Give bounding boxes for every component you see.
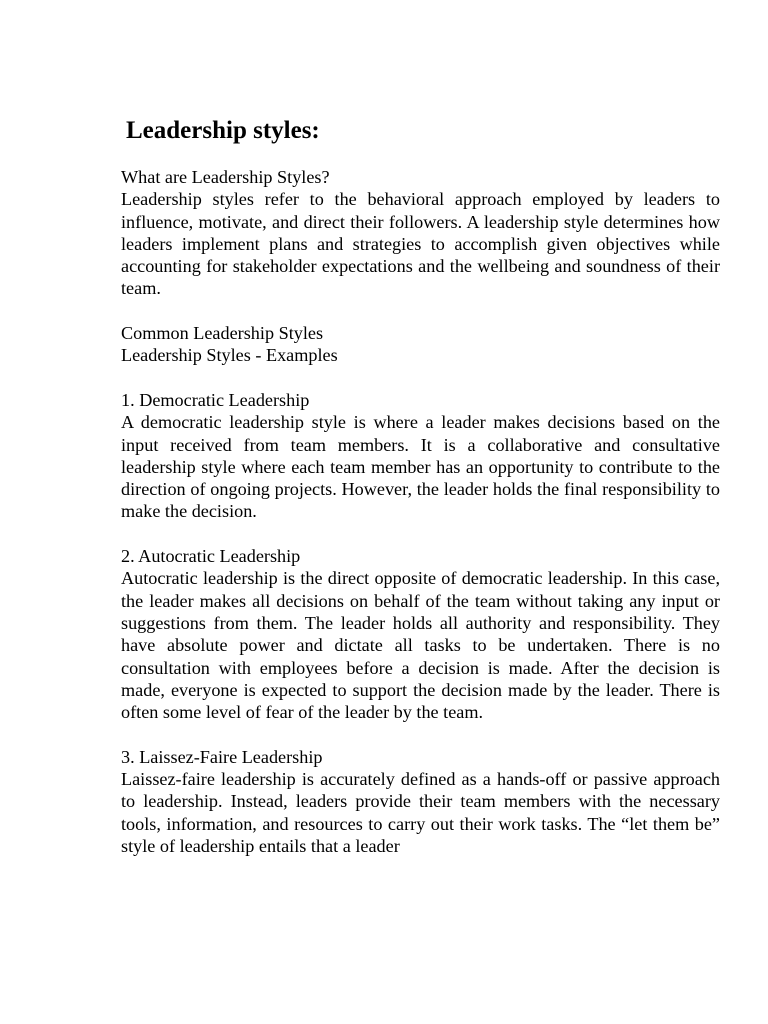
- paragraph-spacer: [121, 367, 720, 389]
- intro-heading: What are Leadership Styles?: [121, 167, 330, 187]
- paragraph-spacer: [121, 523, 720, 545]
- common-styles-heading: Common Leadership Styles: [121, 323, 324, 344]
- intro-paragraph: Leadership styles refer to the behavioral approach employed by leaders to influence, motivate, and direct their followers. A leadership style determines how leaders implement plans and strategies to accomplish given objectives while accounting for stakeholder expectations and the wellbeing and soundness of their team.: [121, 189, 720, 299]
- section-paragraph-autocratic: Autocratic leadership is the direct opposite of democratic leadership. In this case, the leader makes all decisions on behalf of the team without taking any input or suggestions from them. The leader holds all authority and responsibility. They have absolute power and dictate all tasks to be undertaken. There is no consultation with employees before a decision is made. After the decision is made, everyone is expected to support the decision made by the leader. There is often some level of fear of the leader by the team.: [121, 568, 720, 723]
- document-body: [121, 166, 720, 857]
- section-heading-democratic: 1. Democratic Leadership: [121, 389, 310, 410]
- document-title: Leadership styles:: [126, 117, 320, 144]
- paragraph-spacer: [121, 723, 720, 745]
- examples-heading: Leadership Styles - Examples: [121, 345, 338, 366]
- section-heading-autocratic: 2. Autocratic Leadership: [121, 546, 301, 567]
- document-page: [121, 113, 720, 857]
- section-paragraph-democratic: A democratic leadership style is where a leader makes decisions based on the input received from team members. It is a collaborative and consultative leadership style where each team member has an opportunity to contribute to the direction of ongoing projects. However, the leader holds the final responsibility to make the decision.: [121, 412, 720, 522]
- paragraph-spacer: [121, 300, 720, 322]
- section-paragraph-laissez-faire: Laissez-faire leadership is accurately defined as a hands-off or passive approach to leadership. Instead, leaders provide their team members with the necessary tools, information, and resources to carry out their work tasks. The “let them be” style of leadership entails that a leader: [121, 769, 720, 856]
- section-heading-laissez-faire: 3. Laissez-Faire Leadership: [121, 746, 323, 767]
